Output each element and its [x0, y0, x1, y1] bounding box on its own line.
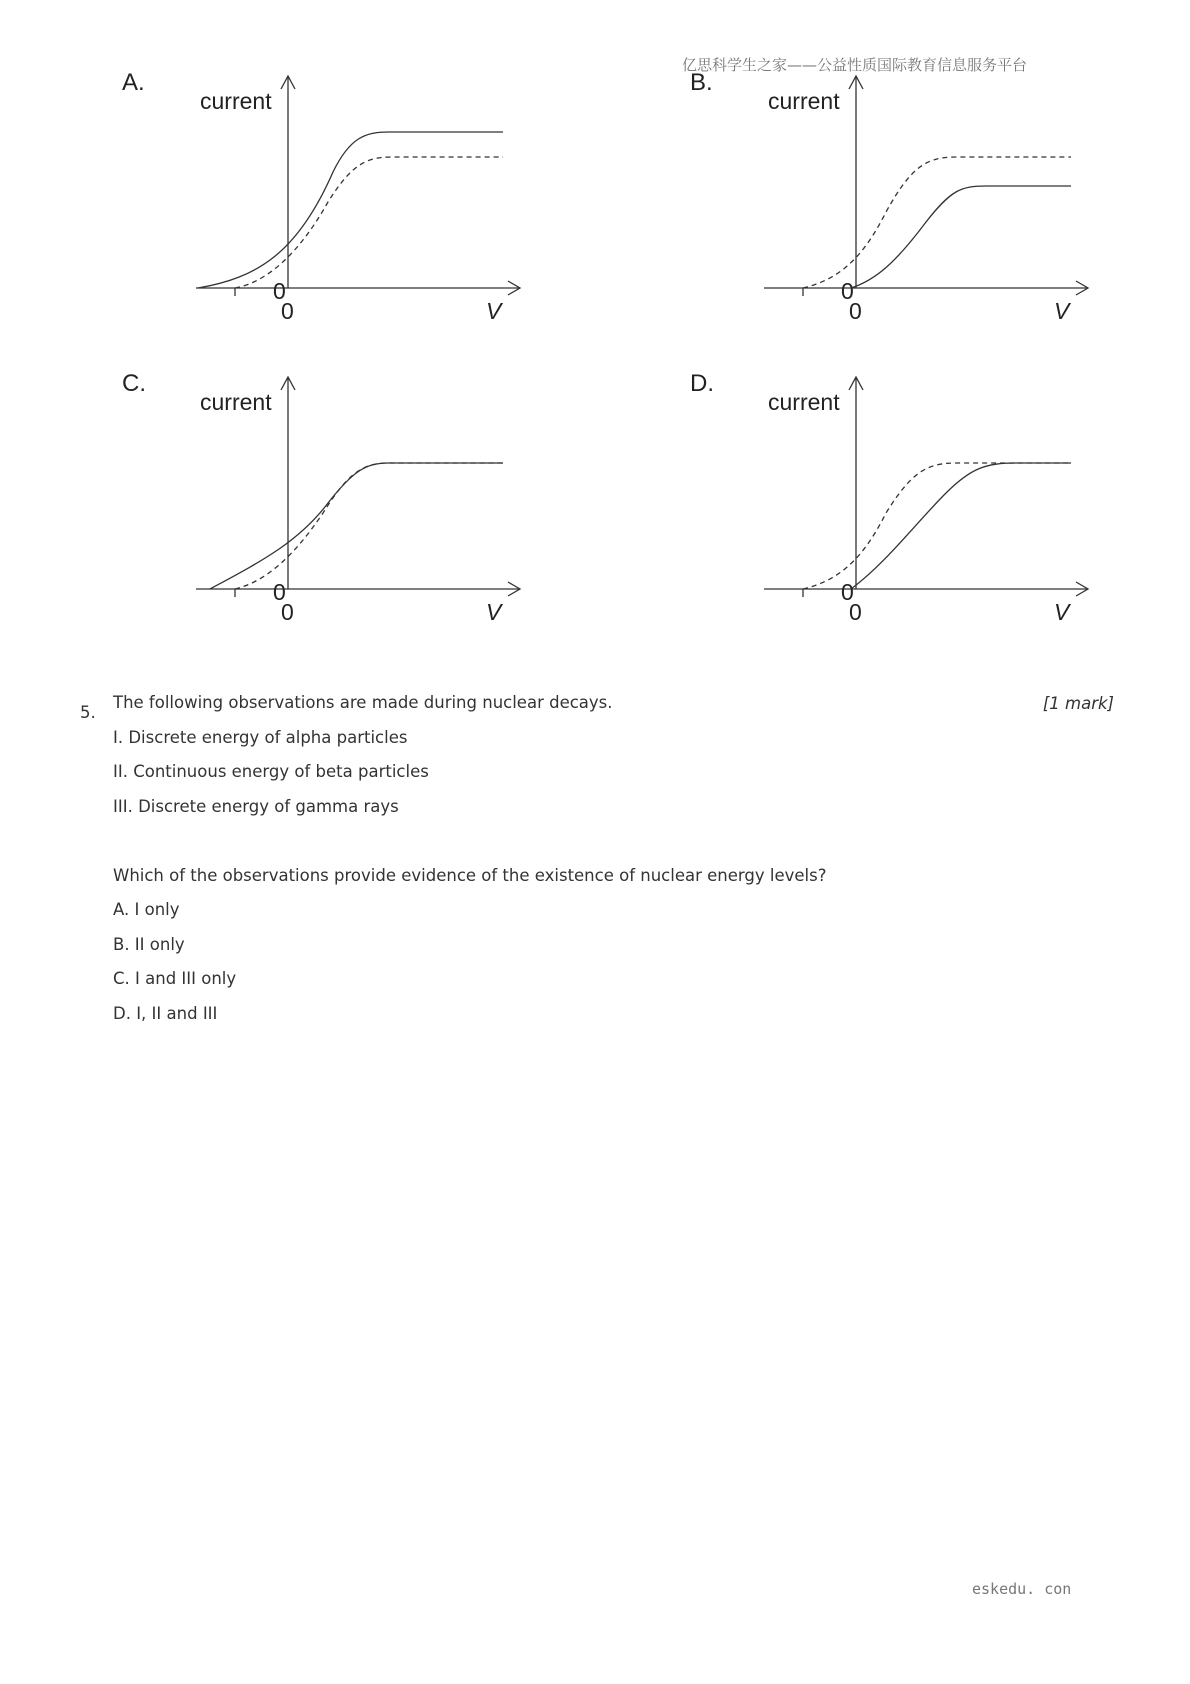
origin-label: 0 — [281, 298, 294, 324]
observation-item: I. Discrete energy of alpha particles — [113, 727, 408, 747]
solid-curve — [851, 463, 1071, 589]
question-body — [113, 692, 1120, 1037]
answer-option-d[interactable]: D. I, II and III — [113, 1003, 218, 1023]
origin-label-inner: 0 — [841, 278, 854, 304]
origin-label: 0 — [849, 298, 862, 324]
footer-site: eskedu. con — [972, 1580, 1072, 1598]
graph-option-c — [118, 363, 578, 653]
question-stem: The following observations are made during nuclear decays. — [113, 693, 613, 712]
observation-item: III. Discrete energy of gamma rays — [113, 796, 399, 816]
graph-option-a — [118, 62, 578, 352]
x-axis-label: V — [1054, 298, 1070, 324]
y-axis-label: current — [768, 88, 840, 114]
y-axis-label: current — [200, 88, 272, 114]
option-letter: B. — [690, 69, 713, 96]
observation-item: II. Continuous energy of beta particles — [113, 762, 429, 781]
x-axis-label: V — [1054, 599, 1070, 625]
solid-curve — [210, 463, 503, 589]
option-letter: A. — [122, 69, 145, 96]
question-number: 5. — [80, 703, 96, 722]
question-5 — [80, 692, 1120, 1037]
dashed-curve — [235, 157, 503, 288]
graph-option-d — [686, 363, 1146, 653]
answer-option-c[interactable]: C. I and III only — [113, 969, 237, 988]
y-axis-label: current — [200, 389, 272, 415]
origin-label: 0 — [849, 599, 862, 625]
answer-option-b[interactable]: B. II only — [113, 934, 185, 954]
solid-curve — [198, 132, 503, 288]
question-marks: [1 mark] — [1042, 694, 1114, 713]
watermark-text: 亿思科学生之家——公益性质国际教育信息服务平台 — [682, 56, 1028, 74]
solid-curve — [851, 186, 1071, 288]
origin-label: 0 — [281, 599, 294, 625]
dashed-curve — [235, 463, 503, 589]
x-axis-label: V — [486, 298, 502, 324]
dashed-curve — [803, 463, 1071, 589]
y-axis-label: current — [768, 389, 840, 415]
origin-label-inner: 0 — [273, 579, 286, 605]
question-prompt: Which of the observations provide evidence of the existence of nuclear energy levels? — [113, 865, 827, 885]
origin-label-inner: 0 — [841, 579, 854, 605]
dashed-curve — [803, 157, 1071, 288]
graph-option-b — [686, 62, 1146, 352]
option-letter: C. — [122, 370, 146, 397]
option-letter: D. — [690, 370, 714, 397]
x-axis-label: V — [486, 599, 502, 625]
answer-option-a[interactable]: A. I only — [113, 900, 180, 919]
origin-label-inner: 0 — [273, 278, 286, 304]
